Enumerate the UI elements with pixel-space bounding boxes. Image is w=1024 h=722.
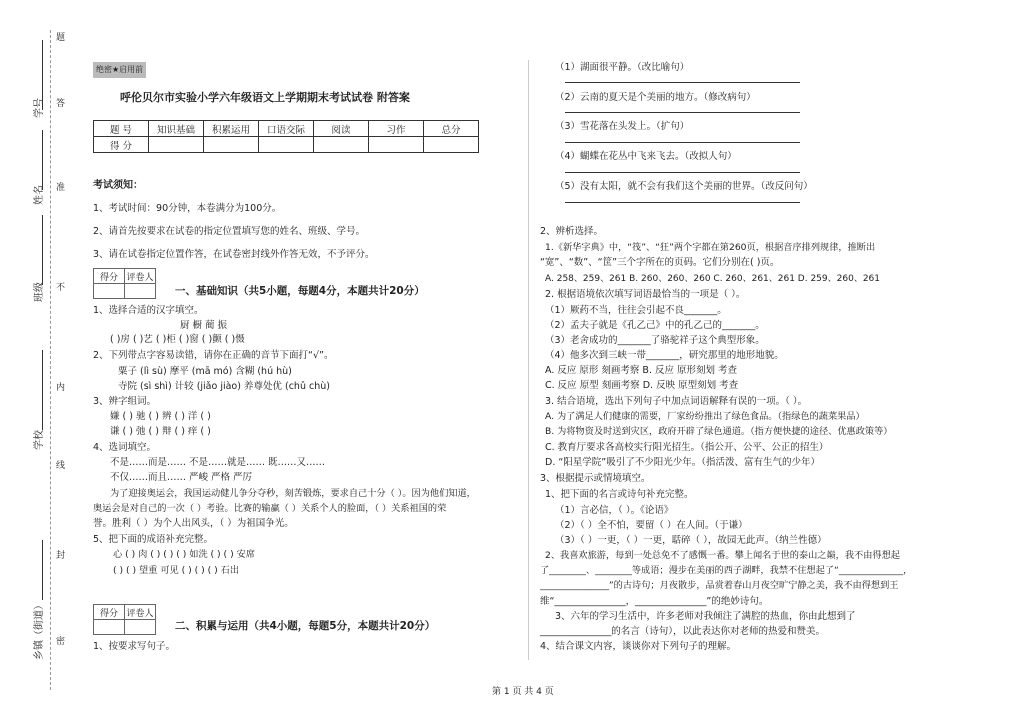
score-input-cell[interactable] [369,137,424,153]
question-line: （1）言必信，（ ）。《论语》 [555,505,674,516]
score-table [93,120,479,153]
question-line: 厨 橱 蔺 振 [180,320,228,331]
question-line: A. 258、259、261 B. 260、260、260 C. 260、261、261 D. 259、260、261 [545,274,880,284]
grader-score-cell[interactable] [94,284,125,299]
question-line: “宽”、“数”、“筐”三个字所在的页码。它们分别在( )页。 [540,257,780,268]
secret-tag: 绝密★启用前 [93,62,146,78]
rewrite-item: （3）雪花落在头发上。（扩句） [555,121,690,132]
question-line: 1、按要求写句子。 [93,641,176,652]
grader-score-label: 得分 [94,269,125,284]
notes-item: 3、请在试卷指定位置作答，在试卷密封线外作答无效，不予评分。 [93,249,375,260]
answer-line[interactable] [565,202,800,203]
score-input-cell[interactable] [204,137,259,153]
score-label-cell: 得 分 [94,137,149,153]
question-line: _______________”的古诗句；月夜散步，品赏着春山月夜空旷宁静之美，我不由得想到王 [540,580,899,591]
name-label: 姓名 [34,185,45,205]
answer-line[interactable] [565,142,800,143]
score-header-cell: 积累运用 [204,121,259,137]
name-line[interactable] [42,130,43,190]
rewrite-item: （2）云南的夏天是个美丽的地方。（修改病句） [555,92,756,103]
grader-score-label: 得分 [94,605,125,620]
question-line: 3、根据提示或情境填空。 [540,473,651,484]
township-label: 乡镇（街道） [34,600,45,660]
question-line: （2）孟夫子就是《孔乙己》中的孔乙己的_______。 [545,320,765,331]
question-line: 2. 根据语境依次填写词语最恰当的一项是（ ）。 [545,289,746,300]
page-title: 呼伦贝尔市实验小学六年级语文上学期期末考试试卷 附答案 [120,91,410,104]
school-label: 学校 [34,430,45,450]
score-header-cell: 题 号 [94,121,149,137]
grader-reviewer-label: 评卷人 [125,269,156,284]
question-line: 奥运会是对自己的一次（ ）考验。比赛的输赢（ ）关系个人的脸面，（ ）关系祖国的荣 [93,503,447,514]
answer-line[interactable] [565,112,800,113]
question-line: 不是……而是…… 不是……就是…… 既……又…… [110,457,326,468]
sidebar-label: 题 [56,33,66,43]
question-line: 嫌 ( ) 驰 ( ) 辨 ( ) 洋 ( ) [110,411,211,422]
question-line: 粟子 (lì sù) 摩平 (mā mó) 含糊 (hú hù) [118,366,292,377]
question-line: （1）厥药不当，往往会引起不良_______。 [545,305,727,316]
question-line: ( ) ( ) 望重 可见 ( ) ( ) ( ) 石出 [113,565,240,576]
question-line: 3. 结合语境，选出下列句子中加点词语解释有误的一项。（ ）。 [545,396,808,407]
grader-reviewer-cell[interactable] [125,284,156,299]
notes-heading: 考试须知： [93,180,143,191]
class-label: 班级 [34,282,45,302]
sidebar-label: 线 [56,461,66,471]
question-line: 心 ( ) 肉 ( ) ( ) ( ) 如洗 ( ) ( ) 安席 [113,549,255,560]
section2-heading: 二、积累与运用（共4小题，每题5分，本题共计20分） [175,620,436,632]
grader-score-cell[interactable] [94,620,125,635]
question-line: 1、选择合适的汉字填空。 [93,305,204,316]
grader-reviewer-label: 评卷人 [125,605,156,620]
question-line: 誉。胜利（ ）为个人出风头，（ ）为祖国争光。 [93,518,294,529]
question-line: 4、选词填空。 [93,442,157,453]
score-input-cell[interactable] [149,137,204,153]
question-line: 2、我喜欢旅游，每到一处总免不了感慨一番。攀上闻名于世的泰山之巅，我不由得想起 [545,550,900,561]
rewrite-item: （4）蝴蝶在花丛中飞来飞去。（改拟人句） [555,151,737,162]
sidebar-label: 答 [56,99,66,109]
question-line: A. 反应 原形 刻画考察 B. 反应 原形刻划 考查 [545,365,738,376]
binding-dashed-line [50,30,51,690]
notes-item: 2、请首先按要求在试卷的指定位置填写您的姓名、班级、学号。 [93,226,366,237]
sidebar-label: 密 [56,637,66,647]
sidebar-label: 内 [56,383,66,393]
township-line[interactable] [42,540,43,600]
question-line: ( )房 ( )艺 ( )柜 ( )窗 ( )颤 ( )慑 [110,334,245,345]
question-line: 维“_______________，_______________”的绝妙诗句。 [540,596,769,607]
student-id-line[interactable] [42,40,43,110]
question-line: 1.《新华字典》中，“筏”、“狂”两个字都在第260页，根据音序排列规律，推断出 [545,242,876,253]
page-number: 第 1 页 共 4 页 [492,687,554,697]
question-line: （3）（ ）一更，（ ）一更，聒碎（ ），故园无此声。（纳兰性德） [555,535,827,546]
answer-line[interactable] [565,82,800,83]
question-line: 不仅……而且…… 严峻 严格 严厉 [110,472,253,483]
student-id-label: 学号 [34,98,45,118]
score-header-cell: 总分 [424,121,479,137]
rewrite-item: （5）没有太阳，就不会有我们这个美丽的世界。（改反问句） [555,181,813,192]
score-header-cell: 习作 [369,121,424,137]
question-line: 3、辨字组词。 [93,396,157,407]
question-line: 寺院 (sì shì) 计较 (jiǎo jiào) 养尊处优 (chǔ chù) [118,381,330,392]
question-line: （2）（ ）全不怕，要留（ ）在人间。（于谦） [555,520,748,531]
question-line: （3）老舍成功的_______了骆驼祥子这个典型形象。 [545,335,765,346]
score-header-cell: 口语交际 [259,121,314,137]
column-divider [528,60,529,660]
question-line: A. 为了满足人们健康的需要，厂家纷纷推出了绿色食品。（指绿色的蔬菜果品） [545,411,865,422]
question-line: 5、把下面的成语补充完整。 [93,534,214,545]
sidebar-label: 不 [56,283,66,293]
question-line: B. 为将物资及时送到灾区，政府开辟了绿色通道。（指方便快捷的途径、优惠政策等） [545,426,893,437]
question-line: 4、结合课文内容，谈谈你对下列句子的理解。 [540,641,737,652]
question-line: 了________、________等成语；漫步在美丽的西子湖畔，我禁不住想起了“______________， [540,565,913,576]
question-line: C. 教育厅要求各高校实行阳光招生。（指公开、公平、公正的招生） [545,442,829,453]
score-header-cell: 阅读 [314,121,369,137]
answer-line[interactable] [565,172,800,173]
question-line: _______________的名言（诗句），以此表达你对老师的热爱和赞美。 [540,626,826,637]
question-line: D. “阳星学院”吸引了不少阳光少年。（指活泼、富有生气的少年） [545,457,820,468]
score-input-cell[interactable] [259,137,314,153]
sidebar-label: 封 [56,551,66,561]
question-line: 2、下列带点字容易读错，请你在正确的音节下面打“√”。 [93,350,334,361]
grader-reviewer-cell[interactable] [125,620,156,635]
class-line[interactable] [42,215,43,285]
question-line: 为了迎接奥运会，我国运动健儿争分夺秒，刻苦锻炼，要求自己十分（ ）。因为他们知道， [110,488,476,499]
score-input-cell[interactable] [314,137,369,153]
question-line: 1、把下面的名言或诗句补充完整。 [545,489,694,500]
rewrite-item: （1）湖面很平静。（改比喻句） [555,62,690,73]
score-input-cell[interactable] [424,137,479,153]
question-line: C. 反应 原型 刻画考察 D. 反映 原型刻划 考查 [545,380,739,391]
sidebar-label: 准 [56,183,66,193]
section1-heading: 一、基础知识（共5小题，每题4分，本题共计20分） [175,285,425,297]
score-header-cell: 知识基础 [149,121,204,137]
question-line: 3、六年的学习生活中，许多老师对我倾注了满腔的热血，你由此想到了 [555,611,856,622]
question-line: （4）他多次到三峡一带_______，研究那里的地形地貌。 [545,350,784,361]
question-line: 谦 ( ) 弛 ( ) 辩 ( ) 痒 ( ) [110,426,211,437]
grader-box [93,604,156,635]
grader-box [93,268,156,299]
question-line: 2、辨析选择。 [540,226,604,237]
notes-item: 1、考试时间：90分钟，本卷满分为100分。 [93,203,282,214]
school-line[interactable] [42,350,43,430]
